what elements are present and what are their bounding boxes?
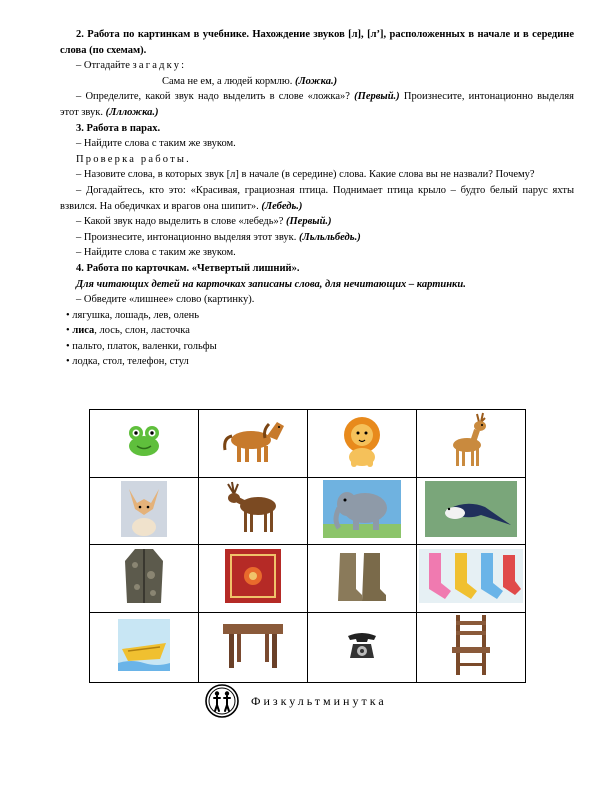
text-line	[60, 230, 574, 246]
card-cell	[90, 410, 199, 478]
text-fragment: (Ложка.)	[294, 75, 338, 87]
card-cell	[199, 478, 308, 545]
text-fragment: , лось, слон, ласточка	[94, 325, 190, 337]
text-line	[60, 183, 574, 214]
text-fragment: • пальто, платок, валенки, гольфы	[66, 340, 217, 352]
text-fragment: • лягушка, лошадь, лев, олень	[66, 309, 200, 321]
text-fragment: загадку:	[132, 60, 187, 72]
text-fragment: – Отгадайте	[76, 60, 133, 72]
text-fragment: – Какой звук надо выделить в слове «лебедь»?	[76, 216, 287, 228]
card-row	[90, 545, 526, 613]
text-line	[60, 74, 574, 90]
card-cell	[199, 613, 308, 683]
felt-boots-picture	[334, 549, 390, 608]
text-fragment: •	[66, 325, 73, 337]
card-cell	[199, 545, 308, 613]
text-line	[60, 27, 574, 58]
text-line	[60, 292, 574, 308]
text-fragment: (Ллложка.)	[105, 106, 159, 118]
footer-title: Физкультминутка	[251, 694, 387, 708]
elk-picture	[220, 480, 286, 543]
text-fragment: – Определите, какой звук надо выделить в слове «ложка»?	[76, 91, 355, 103]
footer	[205, 684, 445, 720]
text-line	[60, 167, 574, 183]
exercising-people-icon	[205, 684, 239, 718]
text-fragment: Сама не ем, а людей кормлю.	[162, 75, 295, 87]
telephone-picture	[344, 630, 380, 665]
text-line	[60, 339, 574, 355]
swallow-picture	[425, 481, 517, 542]
text-line	[60, 261, 574, 277]
text-line	[60, 214, 574, 230]
card-cell	[417, 478, 526, 545]
text-line	[60, 89, 574, 120]
text-fragment: (Лебедь.)	[261, 200, 303, 212]
card-cell	[90, 478, 199, 545]
card-row	[90, 410, 526, 478]
text-fragment: 2. Работа по картинкам в учебнике. Нахождение звуков [л], [л’], расположенных в начале и в середине слова (по схемам).	[60, 29, 574, 56]
card-cell	[199, 410, 308, 478]
text-line	[60, 245, 574, 261]
boat-picture	[118, 619, 170, 676]
text-fragment: лиса	[72, 325, 95, 337]
card-cell	[90, 613, 199, 683]
card-cell	[308, 545, 417, 613]
text-fragment: • лодка, стол, телефон, стул	[66, 356, 189, 368]
text-line	[60, 136, 574, 152]
text-fragment: – Обведите «лишнее» слово (картинку).	[76, 294, 255, 306]
text-line	[60, 121, 574, 137]
text-fragment: – Назовите слова, в которых звук [л] в начале (в середине) слова. Какие слова вы не назвали? Почему?	[76, 169, 535, 181]
text-fragment: Проверка работы.	[76, 153, 191, 165]
horse-picture	[217, 416, 289, 471]
card-row	[90, 613, 526, 683]
text-line	[60, 58, 574, 74]
card-cell	[90, 545, 199, 613]
lion-picture	[334, 413, 390, 474]
text-line	[60, 354, 574, 370]
chair-picture	[448, 613, 494, 682]
frog-picture	[124, 424, 164, 463]
card-cell	[417, 613, 526, 683]
socks-picture	[419, 549, 523, 608]
card-cell	[308, 478, 417, 545]
text-fragment: – Произнесите, интонационно выделяя этот звук.	[76, 231, 300, 243]
shawl-picture	[223, 547, 283, 610]
text-fragment: (Первый.)	[286, 216, 332, 228]
card-cell	[308, 410, 417, 478]
text-line	[60, 277, 574, 293]
text-fragment: – Догадайтесь, кто это: «Красивая, грациозная птица. Поднимает птица крыло – будто белый парус яхты взвился. На обедичках и врагов она шипит».	[60, 184, 574, 212]
text-fragment: Произнесите, интонационно выделяя этот звук.	[60, 91, 574, 118]
text-fragment: 4. Работа по карточкам. «Четвертый лишний».	[76, 262, 300, 274]
card-cell	[308, 613, 417, 683]
card-cell	[417, 410, 526, 478]
lesson-text	[60, 27, 574, 370]
text-line	[60, 308, 574, 324]
deer-picture	[443, 410, 499, 477]
coat-picture	[121, 545, 167, 612]
card-cell	[417, 545, 526, 613]
fox-picture	[121, 481, 167, 542]
text-fragment: – Найдите слова с таким же звуком.	[76, 138, 236, 150]
odd-one-out-card-grid	[89, 409, 526, 683]
text-fragment: (Льльльбедь.)	[299, 231, 361, 243]
text-fragment: – Найдите слова с таким же звуком.	[76, 247, 236, 259]
table-picture	[221, 618, 285, 677]
text-fragment: (Первый.)	[354, 91, 400, 103]
card-row	[90, 478, 526, 545]
text-line	[60, 323, 574, 339]
elephant-picture	[323, 480, 401, 543]
text-fragment: 3. Работа в парах.	[76, 122, 161, 134]
text-line	[60, 152, 574, 168]
text-fragment: Для читающих детей на карточках записаны слова, для нечитающих – картинки.	[76, 278, 466, 290]
